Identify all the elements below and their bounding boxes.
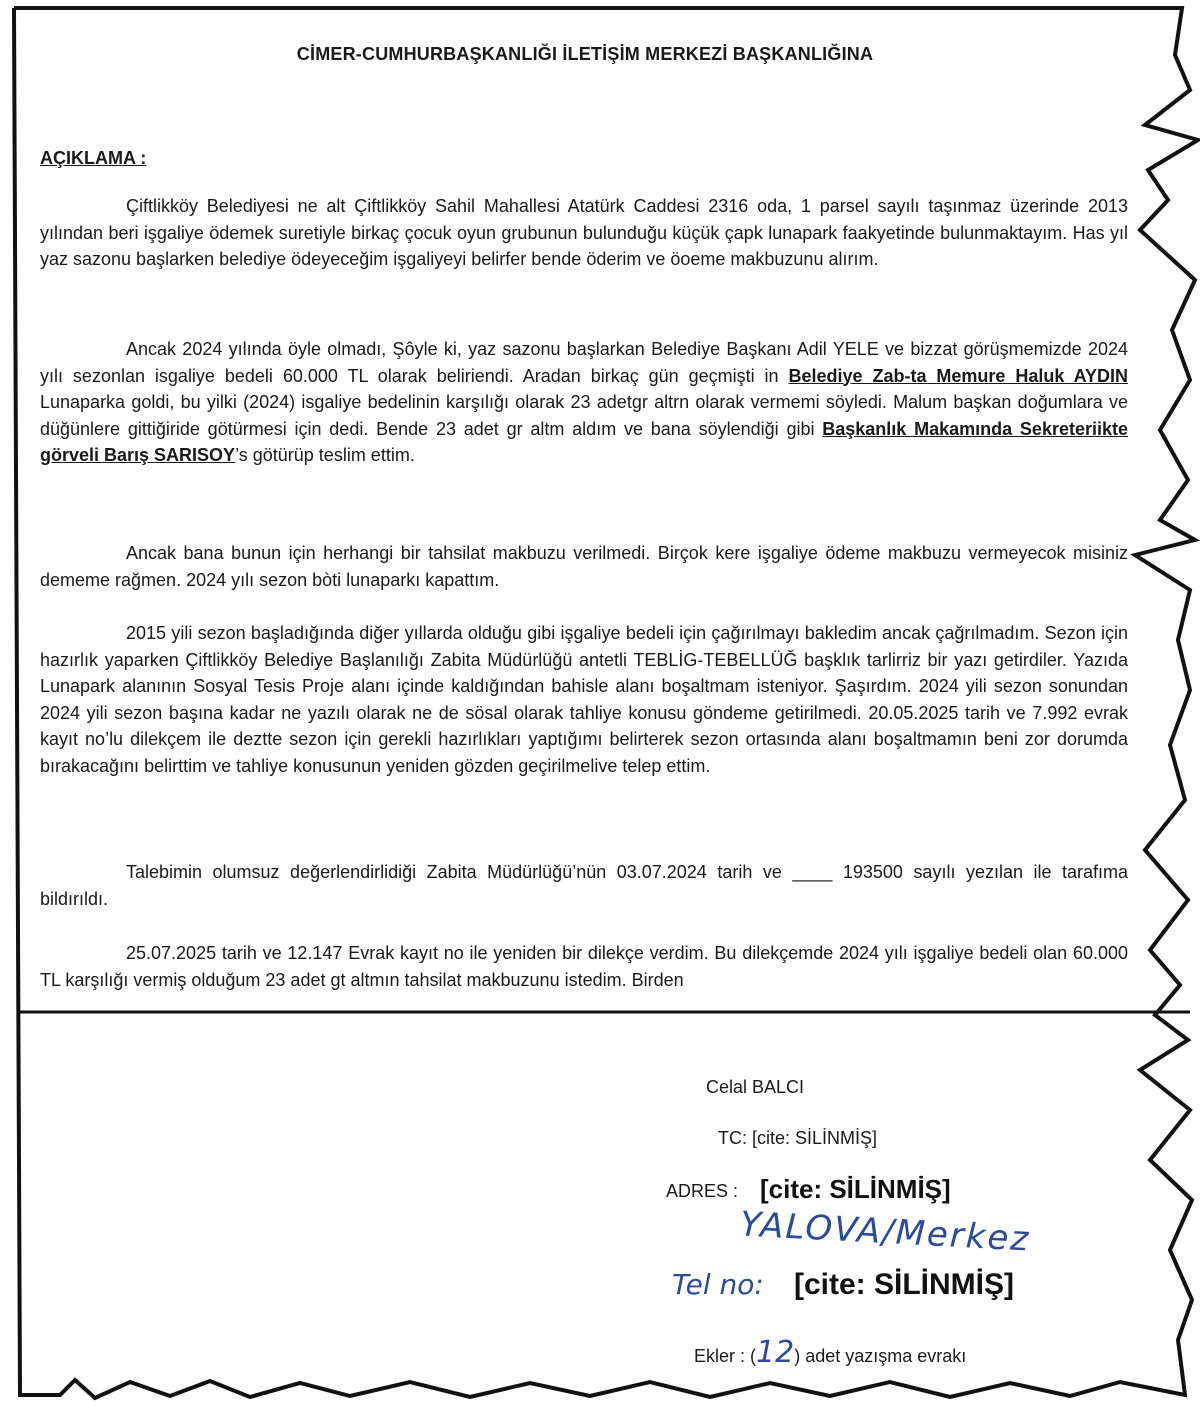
adres-value: [cite: SİLİNMİŞ] (760, 1174, 951, 1204)
ekler-prefix: Ekler : ( (694, 1346, 757, 1366)
paragraph-2-text-a: Ancak 2024 yılında öyle olmadı, Şôyle ki, yaz sazonu başlarkan Belediye Başkanı Adil YELE ve bizzat görüşmemizde 2024 yılı sezonlan isgaliye bedeli 60.000 TL olarak beliriendi. Aradan birkaç gün geçmişti in (40, 339, 1128, 386)
paragraph-6: 25.07.2025 tarih ve 12.147 Evrak kayıt no ile yeniden bir dilekçe verdim. Bu dilekçemde 2024 yılı işgaliye bedeli olan 60.000 TL karşılığı vermiş olduğum 23 adet gt altmın tahsilat makbuzunu istedim. Birden (40, 943, 1128, 990)
adres-label: ADRES : (666, 1181, 739, 1201)
ekler-line (694, 1335, 966, 1370)
document-title: CİMER-CUMHURBAŞKANLIĞI İLETİŞİM MERKEZİ BAŞKANLIĞINA (296, 44, 874, 64)
underlined-name-1: Belediye Zab-ta Memure Haluk AYDIN (788, 365, 1128, 386)
paragraph-2 (40, 336, 1128, 469)
ekler-count-handwriting: 12 (756, 1335, 795, 1370)
tc-value: [cite: SİLİNMİŞ] (752, 1128, 878, 1148)
city-handwriting: YALOVA/Merkez (739, 1204, 1032, 1260)
paragraph-5: Talebimin olumsuz değerlendirlidiği Zabita Müdürlüğü’nün 03.07.2024 tarih ve ____ 193500 sayılı yezılan ile tarafıma bildırıldı. (40, 862, 1128, 909)
underlined-name-2: Başkanlık Makamında Sekreteriikte görveli Barış SARISOY (40, 418, 1128, 465)
tc-label: TC: (718, 1128, 747, 1148)
section-heading: AÇIKLAMA : (40, 148, 147, 168)
ekler-suffix: ) adet yazışma evrakı (794, 1346, 967, 1366)
paragraph-4: 2015 yili sezon başladığında diğer yıllarda olduğu gibi işgaliye bedeli için çağırılmayı bakledim ancak çağrılmadım. Sezon için hazırlık yaparken Çiftlikköy Belediye Başlanılığı Zabita Müdürlüğü antetli TEBLİG-TEBELLÜĞ başklık tarlirriz bir yazı getirdiler. Yazıda Lunapark alanının Sosyal Tesis Proje alanı içinde kaldığından bahisle alanı boşaltmam isteniyor. Şaşırdım. 2024 yili sezon sonundan 2024 yili sezon başına kadar ne yazılı olarak ne de sösal olarak tahliye konusu göndeme getirilmedi. 20.05.2025 tarih ve 7.992 evrak kayıt no’lu dilekçem ile deztte sezon için gerekli hazırlıkları yaptığımı belirterek sezon ortasında alanı boşaltmamın beni zor dorumda bırakacağını belirttim ve tahliye konusunun yeniden gözden geçirilmelive telep ettim. (40, 623, 1128, 776)
tel-label-handwriting: Tel no: (672, 1268, 764, 1301)
paragraph-3: Ancak bana bunun için herhangi bir tahsilat makbuzu verilmedi. Birçok kere işgaliye ödeme makbuzu vermeyecok misiniz dememe rağmen. 2024 yılı sezon bòti lunaparkı kapattım. (40, 543, 1128, 590)
paragraph-2-text-c: ’s götürüp teslim ettim. (235, 445, 415, 465)
paragraph-2-text-b: Lunaparka goldi, bu yilki (2024) isgaliye bedelinin karşılığı olarak 23 adetgr altrn olarak vermemi söyledi. Malum başkan doğumlara ve düğünlere gittiğiride götürmesi için dedi. Bende 23 adet gr altm aldım ve bana söylendiği gibi (40, 392, 1128, 439)
tel-value: [cite: SİLİNMİŞ] (794, 1268, 1015, 1301)
paragraph-1: Çiftlikköy Belediyesi ne alt Çiftlikköy Sahil Mahallesi Atatürk Caddesi 2316 oda, 1 parsel sayılı taşınmaz üzerinde 2013 yılından beri işgaliye ödemek suretiyle birkaç çocuk oyun grubunun bulunduğu küçük çapk lunapark faakyetinde bulunmaktayım. Has yıl yaz sazonu başlarken belediye ödeyeceğim işgaliyeyi belirfer bende öderim ve öoeme makbuzunu alırım. (40, 196, 1128, 269)
tc-line (718, 1128, 877, 1149)
signer-name: Celal BALCI (706, 1077, 805, 1097)
